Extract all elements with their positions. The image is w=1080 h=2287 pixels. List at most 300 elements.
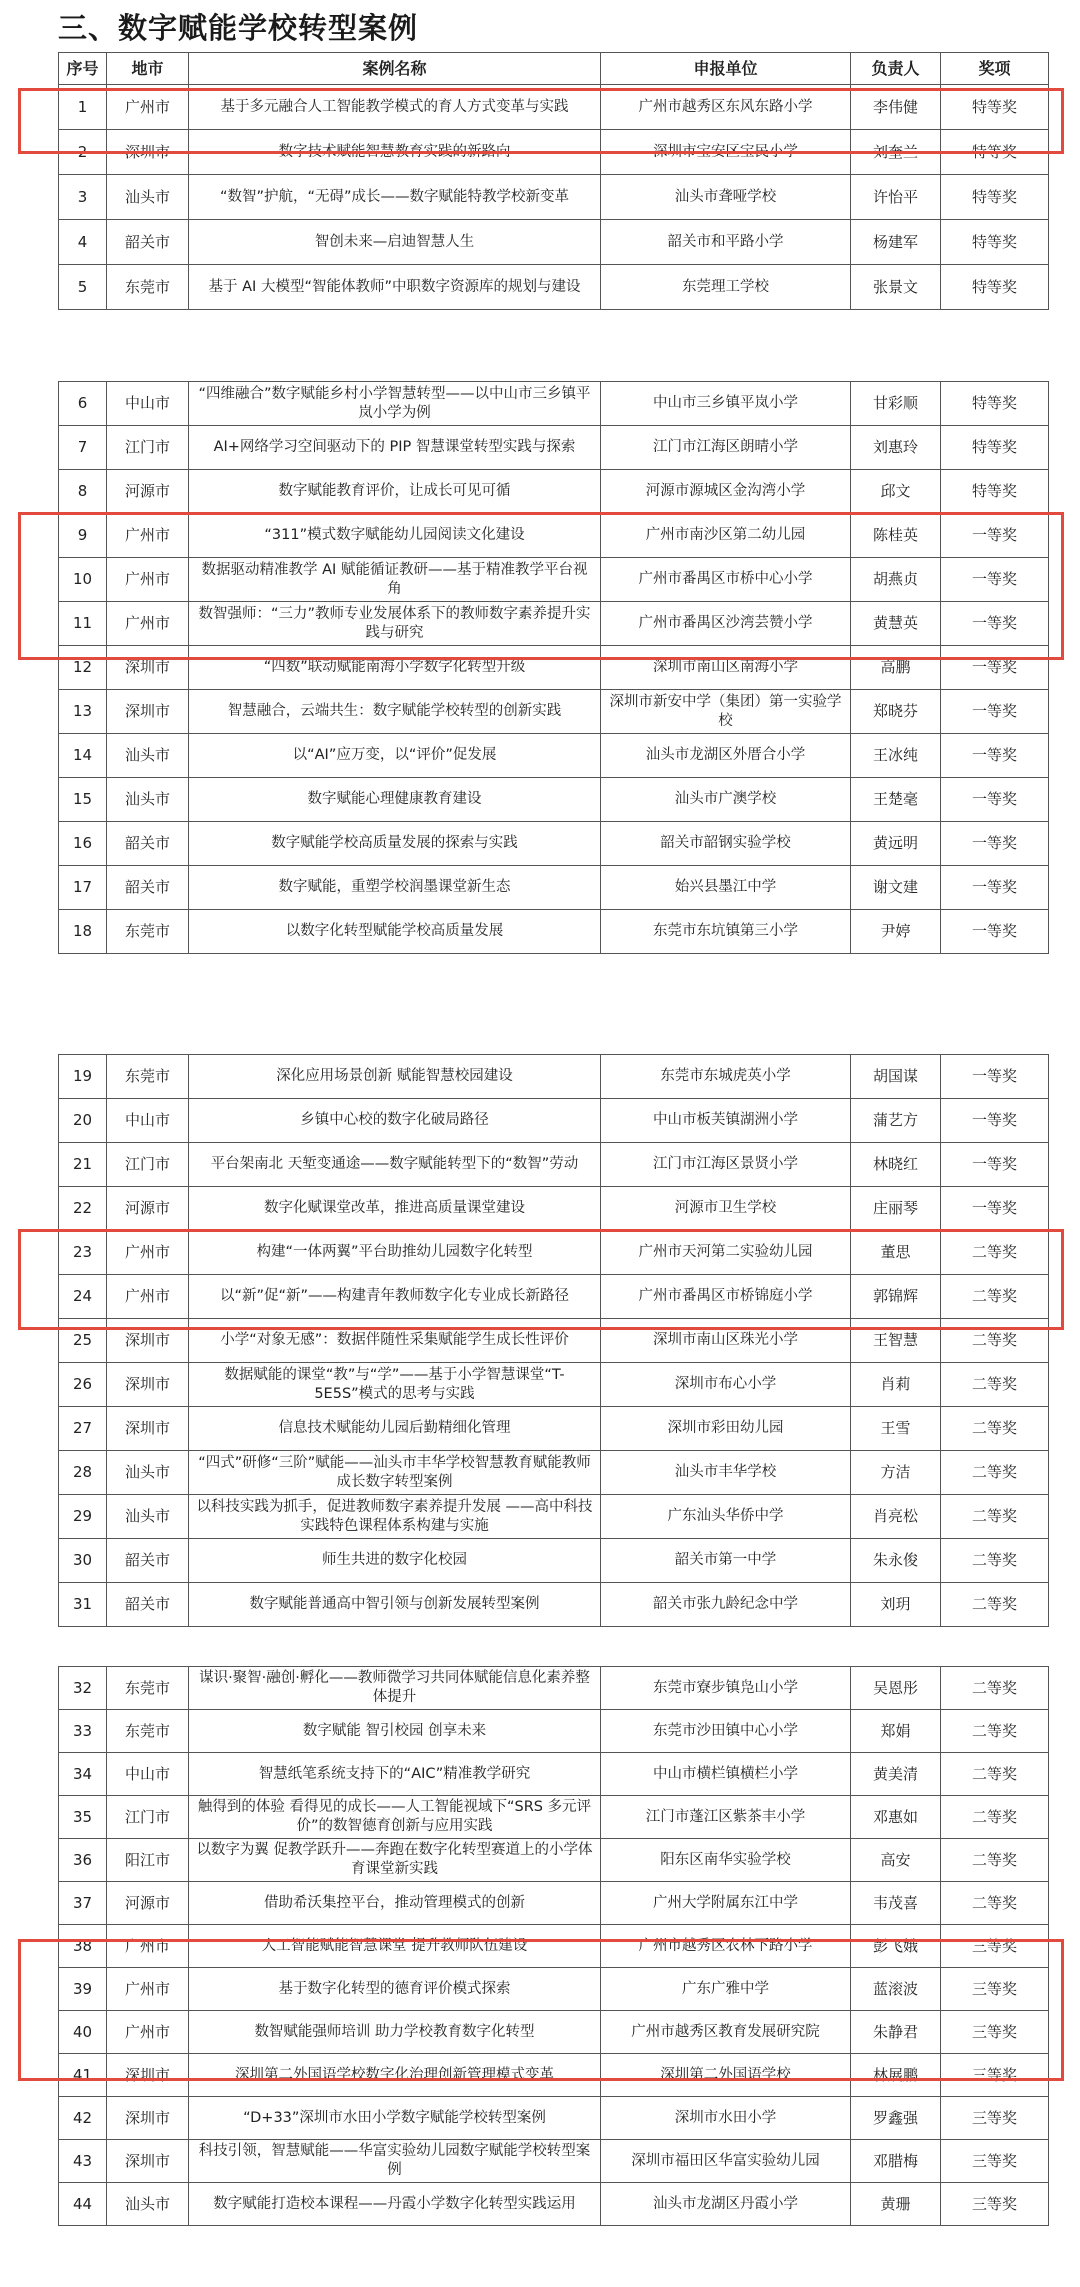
cell-case-name: 信息技术赋能幼儿园后勤精细化管理: [189, 1407, 601, 1451]
cell-city: 广州市: [107, 558, 189, 602]
cell-case-name: 平台架南北 天堑变通途——数字赋能转型下的“数智”劳动: [189, 1143, 601, 1187]
cell-city: 广州市: [107, 85, 189, 130]
col-header-lead: 负责人: [851, 53, 941, 85]
cell-unit: 河源市卫生学校: [601, 1187, 851, 1231]
cell-city: 河源市: [107, 1187, 189, 1231]
cell-city: 汕头市: [107, 1495, 189, 1539]
table-row: [59, 1231, 1049, 1275]
cell-award: 一等奖: [941, 558, 1049, 602]
col-header-case-name: 案例名称: [189, 53, 601, 85]
cell-award: 一等奖: [941, 734, 1049, 778]
cell-case-name: 数据赋能的课堂“教”与“学”——基于小学智慧课堂“T-5E5S”模式的思考与实践: [189, 1363, 601, 1407]
awards-table-block-1: [58, 52, 1049, 310]
cell-award: 二等奖: [941, 1363, 1049, 1407]
table-row: [59, 514, 1049, 558]
cell-case-name: 以“新”促“新”——构建青年教师数字化专业成长新路径: [189, 1275, 601, 1319]
cell-unit: 韶关市张九龄纪念中学: [601, 1583, 851, 1627]
cell-unit: 韶关市韶钢实验学校: [601, 822, 851, 866]
cell-case-name: 智慧融合，云端共生：数字赋能学校转型的创新实践: [189, 690, 601, 734]
cell-lead: 庄丽琴: [851, 1187, 941, 1231]
cell-no: 29: [59, 1495, 107, 1539]
cell-award: 二等奖: [941, 1231, 1049, 1275]
cell-award: 特等奖: [941, 265, 1049, 310]
cell-case-name: 数字赋能打造校本课程——丹霞小学数字化转型实践运用: [189, 2183, 601, 2226]
cell-no: 6: [59, 382, 107, 426]
cell-award: 一等奖: [941, 646, 1049, 690]
cell-no: 41: [59, 2054, 107, 2097]
cell-lead: 黄珊: [851, 2183, 941, 2226]
cell-city: 汕头市: [107, 1451, 189, 1495]
cell-city: 韶关市: [107, 822, 189, 866]
table-row: [59, 602, 1049, 646]
cell-lead: 邓惠如: [851, 1796, 941, 1839]
cell-award: 特等奖: [941, 130, 1049, 175]
cell-lead: 尹婷: [851, 910, 941, 954]
cell-case-name: 数字赋能，重塑学校润墨课堂新生态: [189, 866, 601, 910]
cell-lead: 林晓红: [851, 1143, 941, 1187]
cell-no: 15: [59, 778, 107, 822]
cell-no: 13: [59, 690, 107, 734]
cell-unit: 深圳市宝安区宝民小学: [601, 130, 851, 175]
table-row: [59, 265, 1049, 310]
cell-no: 40: [59, 2011, 107, 2054]
table-row: [59, 822, 1049, 866]
cell-award: 一等奖: [941, 866, 1049, 910]
table-row: [59, 382, 1049, 426]
cell-city: 深圳市: [107, 646, 189, 690]
cell-unit: 汕头市广澳学校: [601, 778, 851, 822]
cell-no: 11: [59, 602, 107, 646]
cell-city: 韶关市: [107, 1583, 189, 1627]
cell-case-name: 数字赋能 智引校园 创享未来: [189, 1710, 601, 1753]
cell-lead: 王智慧: [851, 1319, 941, 1363]
cell-city: 广州市: [107, 1231, 189, 1275]
table-row: [59, 1583, 1049, 1627]
cell-case-name: 数字赋能普通高中智引领与创新发展转型案例: [189, 1583, 601, 1627]
cell-no: 9: [59, 514, 107, 558]
cell-award: 一等奖: [941, 1055, 1049, 1099]
table-row: [59, 426, 1049, 470]
cell-case-name: “数智”护航，“无碍”成长——数字赋能特教学校新变革: [189, 175, 601, 220]
cell-no: 34: [59, 1753, 107, 1796]
cell-unit: 东莞市沙田镇中心小学: [601, 1710, 851, 1753]
cell-no: 8: [59, 470, 107, 514]
cell-unit: 广州市越秀区东风东路小学: [601, 85, 851, 130]
cell-unit: 广州市番禺区市桥锦庭小学: [601, 1275, 851, 1319]
cell-case-name: 人工智能赋能智慧课堂 提升教师队伍建设: [189, 1925, 601, 1968]
cell-award: 一等奖: [941, 1143, 1049, 1187]
cell-city: 东莞市: [107, 1667, 189, 1710]
cell-city: 韶关市: [107, 1539, 189, 1583]
cell-lead: 郑娟: [851, 1710, 941, 1753]
cell-award: 二等奖: [941, 1495, 1049, 1539]
cell-award: 二等奖: [941, 1275, 1049, 1319]
cell-award: 三等奖: [941, 2183, 1049, 2226]
cell-award: 三等奖: [941, 2011, 1049, 2054]
cell-award: 一等奖: [941, 1187, 1049, 1231]
table-row: [59, 130, 1049, 175]
cell-city: 深圳市: [107, 690, 189, 734]
cell-award: 特等奖: [941, 470, 1049, 514]
cell-lead: 林展鹏: [851, 2054, 941, 2097]
cell-award: 二等奖: [941, 1451, 1049, 1495]
cell-city: 东莞市: [107, 1055, 189, 1099]
cell-city: 深圳市: [107, 1319, 189, 1363]
cell-lead: 肖莉: [851, 1363, 941, 1407]
cell-lead: 张景文: [851, 265, 941, 310]
cell-case-name: 以数字化转型赋能学校高质量发展: [189, 910, 601, 954]
table-row: [59, 2183, 1049, 2226]
cell-unit: 深圳市布心小学: [601, 1363, 851, 1407]
cell-city: 汕头市: [107, 734, 189, 778]
cell-award: 三等奖: [941, 2054, 1049, 2097]
cell-city: 广州市: [107, 1275, 189, 1319]
cell-city: 东莞市: [107, 265, 189, 310]
cell-case-name: 小学“对象无感”：数据伴随性采集赋能学生成长性评价: [189, 1319, 601, 1363]
cell-lead: 郑晓芬: [851, 690, 941, 734]
cell-city: 汕头市: [107, 2183, 189, 2226]
cell-case-name: 乡镇中心校的数字化破局路径: [189, 1099, 601, 1143]
cell-lead: 胡燕贞: [851, 558, 941, 602]
table-row: [59, 1055, 1049, 1099]
table-row: [59, 1667, 1049, 1710]
cell-unit: 广州市越秀区教育发展研究院: [601, 2011, 851, 2054]
cell-no: 10: [59, 558, 107, 602]
cell-case-name: 数字赋能心理健康教育建设: [189, 778, 601, 822]
cell-no: 17: [59, 866, 107, 910]
cell-case-name: 数字化赋课堂改革，推进高质量课堂建设: [189, 1187, 601, 1231]
cell-unit: 中山市横栏镇横栏小学: [601, 1753, 851, 1796]
cell-case-name: AI+网络学习空间驱动下的 PIP 智慧课堂转型实践与探索: [189, 426, 601, 470]
cell-no: 42: [59, 2097, 107, 2140]
cell-unit: 广州市越秀区农林下路小学: [601, 1925, 851, 1968]
cell-unit: 广州市南沙区第二幼儿园: [601, 514, 851, 558]
cell-case-name: 构建“一体两翼”平台助推幼儿园数字化转型: [189, 1231, 601, 1275]
cell-no: 27: [59, 1407, 107, 1451]
cell-lead: 邓腊梅: [851, 2140, 941, 2183]
cell-award: 特等奖: [941, 382, 1049, 426]
cell-lead: 董思: [851, 1231, 941, 1275]
cell-award: 一等奖: [941, 1099, 1049, 1143]
table-row: [59, 690, 1049, 734]
table-row: [59, 1143, 1049, 1187]
cell-unit: 江门市蓬江区紫茶丰小学: [601, 1796, 851, 1839]
cell-no: 18: [59, 910, 107, 954]
cell-case-name: 基于数字化转型的德育评价模式探索: [189, 1968, 601, 2011]
cell-lead: 王冰纯: [851, 734, 941, 778]
cell-case-name: 基于 AI 大模型“智能体教师”中职数字资源库的规划与建设: [189, 265, 601, 310]
cell-no: 36: [59, 1839, 107, 1882]
cell-lead: 蒲艺方: [851, 1099, 941, 1143]
cell-unit: 始兴县墨江中学: [601, 866, 851, 910]
cell-unit: 中山市板芙镇湖洲小学: [601, 1099, 851, 1143]
cell-case-name: 以科技实践为抓手，促进教师数字素养提升发展 ——高中科技实践特色课程体系构建与实施: [189, 1495, 601, 1539]
cell-unit: 东莞市东坑镇第三小学: [601, 910, 851, 954]
cell-lead: 朱静君: [851, 2011, 941, 2054]
cell-no: 4: [59, 220, 107, 265]
cell-city: 中山市: [107, 1099, 189, 1143]
table-row: [59, 1753, 1049, 1796]
cell-award: 二等奖: [941, 1839, 1049, 1882]
cell-city: 深圳市: [107, 1407, 189, 1451]
cell-lead: 胡国谋: [851, 1055, 941, 1099]
cell-lead: 谢文建: [851, 866, 941, 910]
table-row: [59, 470, 1049, 514]
cell-lead: 陈桂英: [851, 514, 941, 558]
awards-table-block-4: [58, 1666, 1049, 2226]
cell-no: 39: [59, 1968, 107, 2011]
table-row: [59, 1407, 1049, 1451]
cell-unit: 东莞理工学校: [601, 265, 851, 310]
cell-award: 一等奖: [941, 822, 1049, 866]
cell-unit: 深圳市福田区华富实验幼儿园: [601, 2140, 851, 2183]
cell-city: 东莞市: [107, 910, 189, 954]
table-header-row: [59, 53, 1049, 85]
table-row: [59, 734, 1049, 778]
cell-case-name: 以数字为翼 促教学跃升——奔跑在数字化转型赛道上的小学体育课堂新实践: [189, 1839, 601, 1882]
cell-city: 深圳市: [107, 2140, 189, 2183]
cell-lead: 邱文: [851, 470, 941, 514]
table-row: [59, 175, 1049, 220]
cell-no: 21: [59, 1143, 107, 1187]
cell-case-name: 借助希沃集控平台，推动管理模式的创新: [189, 1882, 601, 1925]
cell-unit: 韶关市第一中学: [601, 1539, 851, 1583]
cell-case-name: 数智强师：“三力”教师专业发展体系下的教师数字素养提升实践与研究: [189, 602, 601, 646]
cell-unit: 汕头市龙湖区丹霞小学: [601, 2183, 851, 2226]
cell-city: 深圳市: [107, 1363, 189, 1407]
cell-no: 24: [59, 1275, 107, 1319]
table-row: [59, 1796, 1049, 1839]
cell-city: 江门市: [107, 1796, 189, 1839]
table-row: [59, 1882, 1049, 1925]
cell-lead: 高鹏: [851, 646, 941, 690]
cell-case-name: 科技引领，智慧赋能——华富实验幼儿园数字赋能学校转型案例: [189, 2140, 601, 2183]
cell-city: 广州市: [107, 1925, 189, 1968]
cell-city: 深圳市: [107, 130, 189, 175]
cell-case-name: 智慧纸笔系统支持下的“AIC”精准教学研究: [189, 1753, 601, 1796]
table-row: [59, 1363, 1049, 1407]
cell-award: 二等奖: [941, 1710, 1049, 1753]
section-heading: 三、数字赋能学校转型案例: [58, 11, 419, 45]
cell-city: 中山市: [107, 382, 189, 426]
cell-unit: 广州大学附属东江中学: [601, 1882, 851, 1925]
cell-no: 32: [59, 1667, 107, 1710]
cell-case-name: 以“AI”应万变，以“评价”促发展: [189, 734, 601, 778]
cell-no: 23: [59, 1231, 107, 1275]
cell-lead: 许怡平: [851, 175, 941, 220]
cell-unit: 东莞市东城虎英小学: [601, 1055, 851, 1099]
cell-lead: 朱永俊: [851, 1539, 941, 1583]
cell-no: 14: [59, 734, 107, 778]
cell-case-name: 深化应用场景创新 赋能智慧校园建设: [189, 1055, 601, 1099]
cell-case-name: 深圳第二外国语学校数字化治理创新管理模式变革: [189, 2054, 601, 2097]
cell-lead: 彭飞娥: [851, 1925, 941, 1968]
cell-no: 33: [59, 1710, 107, 1753]
table-row: [59, 866, 1049, 910]
cell-case-name: 数字技术赋能智慧教育实践的新路向: [189, 130, 601, 175]
cell-lead: 吴恩彤: [851, 1667, 941, 1710]
cell-award: 特等奖: [941, 426, 1049, 470]
cell-case-name: 基于多元融合人工智能教学模式的育人方式变革与实践: [189, 85, 601, 130]
cell-case-name: 数据驱动精准教学 AI 赋能循证教研——基于精准教学平台视角: [189, 558, 601, 602]
cell-award: 特等奖: [941, 220, 1049, 265]
cell-no: 3: [59, 175, 107, 220]
cell-unit: 汕头市聋哑学校: [601, 175, 851, 220]
cell-unit: 广州市番禺区市桥中心小学: [601, 558, 851, 602]
cell-unit: 广东广雅中学: [601, 1968, 851, 2011]
cell-lead: 方洁: [851, 1451, 941, 1495]
col-header-no: 序号: [59, 53, 107, 85]
table-row: [59, 1925, 1049, 1968]
table-row: [59, 1099, 1049, 1143]
table-row: [59, 2011, 1049, 2054]
cell-unit: 阳东区南华实验学校: [601, 1839, 851, 1882]
cell-city: 东莞市: [107, 1710, 189, 1753]
cell-unit: 东莞市寮步镇凫山小学: [601, 1667, 851, 1710]
table-row: [59, 1275, 1049, 1319]
cell-case-name: “D+33”深圳市水田小学数字赋能学校转型案例: [189, 2097, 601, 2140]
cell-award: 二等奖: [941, 1319, 1049, 1363]
cell-lead: 黄远明: [851, 822, 941, 866]
cell-city: 中山市: [107, 1753, 189, 1796]
table-row: [59, 2140, 1049, 2183]
awards-table-block-3: [58, 1054, 1049, 1627]
cell-lead: 甘彩顺: [851, 382, 941, 426]
awards-table-block-2: [58, 381, 1049, 954]
table-row: [59, 220, 1049, 265]
cell-award: 一等奖: [941, 602, 1049, 646]
cell-lead: 刘奎兰: [851, 130, 941, 175]
cell-city: 河源市: [107, 1882, 189, 1925]
cell-no: 43: [59, 2140, 107, 2183]
cell-lead: 王雪: [851, 1407, 941, 1451]
cell-case-name: 数智赋能强师培训 助力学校教育数字化转型: [189, 2011, 601, 2054]
cell-award: 二等奖: [941, 1407, 1049, 1451]
cell-unit: 江门市江海区朗晴小学: [601, 426, 851, 470]
table-row: [59, 1451, 1049, 1495]
cell-city: 广州市: [107, 514, 189, 558]
cell-no: 19: [59, 1055, 107, 1099]
cell-award: 特等奖: [941, 175, 1049, 220]
cell-no: 26: [59, 1363, 107, 1407]
cell-case-name: 数字赋能学校高质量发展的探索与实践: [189, 822, 601, 866]
cell-award: 一等奖: [941, 778, 1049, 822]
col-header-city: 地市: [107, 53, 189, 85]
table-row: [59, 1710, 1049, 1753]
cell-award: 三等奖: [941, 1925, 1049, 1968]
cell-city: 阳江市: [107, 1839, 189, 1882]
cell-lead: 刘玥: [851, 1583, 941, 1627]
cell-award: 一等奖: [941, 910, 1049, 954]
table-row: [59, 1968, 1049, 2011]
cell-no: 20: [59, 1099, 107, 1143]
cell-unit: 韶关市和平路小学: [601, 220, 851, 265]
cell-unit: 深圳市南山区南海小学: [601, 646, 851, 690]
cell-no: 30: [59, 1539, 107, 1583]
cell-award: 二等奖: [941, 1753, 1049, 1796]
cell-unit: 广东汕头华侨中学: [601, 1495, 851, 1539]
cell-no: 31: [59, 1583, 107, 1627]
cell-no: 12: [59, 646, 107, 690]
table-row: [59, 1187, 1049, 1231]
cell-award: 一等奖: [941, 514, 1049, 558]
cell-award: 二等奖: [941, 1583, 1049, 1627]
table-row: [59, 646, 1049, 690]
table-row: [59, 2097, 1049, 2140]
cell-unit: 广州市番禺区沙湾芸赞小学: [601, 602, 851, 646]
cell-city: 汕头市: [107, 175, 189, 220]
cell-city: 广州市: [107, 1968, 189, 2011]
col-header-unit: 申报单位: [601, 53, 851, 85]
table-row: [59, 1319, 1049, 1363]
cell-unit: 江门市江海区景贤小学: [601, 1143, 851, 1187]
table-row: [59, 1495, 1049, 1539]
cell-no: 22: [59, 1187, 107, 1231]
table-row: [59, 558, 1049, 602]
cell-case-name: “四数”联动赋能南海小学数字化转型升级: [189, 646, 601, 690]
cell-unit: 汕头市丰华学校: [601, 1451, 851, 1495]
cell-case-name: 数字赋能教育评价，让成长可见可循: [189, 470, 601, 514]
cell-award: 三等奖: [941, 1968, 1049, 2011]
cell-no: 38: [59, 1925, 107, 1968]
cell-city: 河源市: [107, 470, 189, 514]
cell-lead: 高安: [851, 1839, 941, 1882]
cell-no: 7: [59, 426, 107, 470]
cell-case-name: 触得到的体验 看得见的成长——人工智能视域下“SRS 多元评价”的数智德育创新与应用实践: [189, 1796, 601, 1839]
cell-city: 广州市: [107, 602, 189, 646]
cell-city: 江门市: [107, 426, 189, 470]
col-header-award: 奖项: [941, 53, 1049, 85]
cell-city: 韶关市: [107, 866, 189, 910]
cell-unit: 汕头市龙湖区外厝合小学: [601, 734, 851, 778]
cell-city: 江门市: [107, 1143, 189, 1187]
table-row: [59, 1539, 1049, 1583]
cell-no: 44: [59, 2183, 107, 2226]
cell-lead: 郭锦辉: [851, 1275, 941, 1319]
cell-award: 三等奖: [941, 2097, 1049, 2140]
cell-no: 28: [59, 1451, 107, 1495]
cell-lead: 杨建军: [851, 220, 941, 265]
cell-award: 二等奖: [941, 1539, 1049, 1583]
table-row: [59, 778, 1049, 822]
cell-lead: 刘惠玲: [851, 426, 941, 470]
cell-no: 16: [59, 822, 107, 866]
cell-case-name: 谋识·聚智·融创·孵化——教师微学习共同体赋能信息化素养整体提升: [189, 1667, 601, 1710]
cell-unit: 中山市三乡镇平岚小学: [601, 382, 851, 426]
cell-lead: 黄美清: [851, 1753, 941, 1796]
cell-award: 三等奖: [941, 2140, 1049, 2183]
cell-case-name: “四式”研修“三阶”赋能——汕头市丰华学校智慧教育赋能教师成长数字转型案例: [189, 1451, 601, 1495]
cell-case-name: 智创未来—启迪智慧人生: [189, 220, 601, 265]
cell-no: 37: [59, 1882, 107, 1925]
cell-lead: 罗鑫强: [851, 2097, 941, 2140]
table-row: [59, 2054, 1049, 2097]
cell-award: 一等奖: [941, 690, 1049, 734]
table-row: [59, 85, 1049, 130]
cell-award: 二等奖: [941, 1667, 1049, 1710]
cell-unit: 深圳市水田小学: [601, 2097, 851, 2140]
cell-unit: 深圳市彩田幼儿园: [601, 1407, 851, 1451]
cell-no: 2: [59, 130, 107, 175]
cell-case-name: 师生共进的数字化校园: [189, 1539, 601, 1583]
cell-award: 二等奖: [941, 1882, 1049, 1925]
cell-city: 汕头市: [107, 778, 189, 822]
cell-city: 深圳市: [107, 2097, 189, 2140]
cell-lead: 王楚毫: [851, 778, 941, 822]
cell-lead: 肖亮松: [851, 1495, 941, 1539]
cell-unit: 河源市源城区金沟湾小学: [601, 470, 851, 514]
cell-case-name: “311”模式数字赋能幼儿园阅读文化建设: [189, 514, 601, 558]
